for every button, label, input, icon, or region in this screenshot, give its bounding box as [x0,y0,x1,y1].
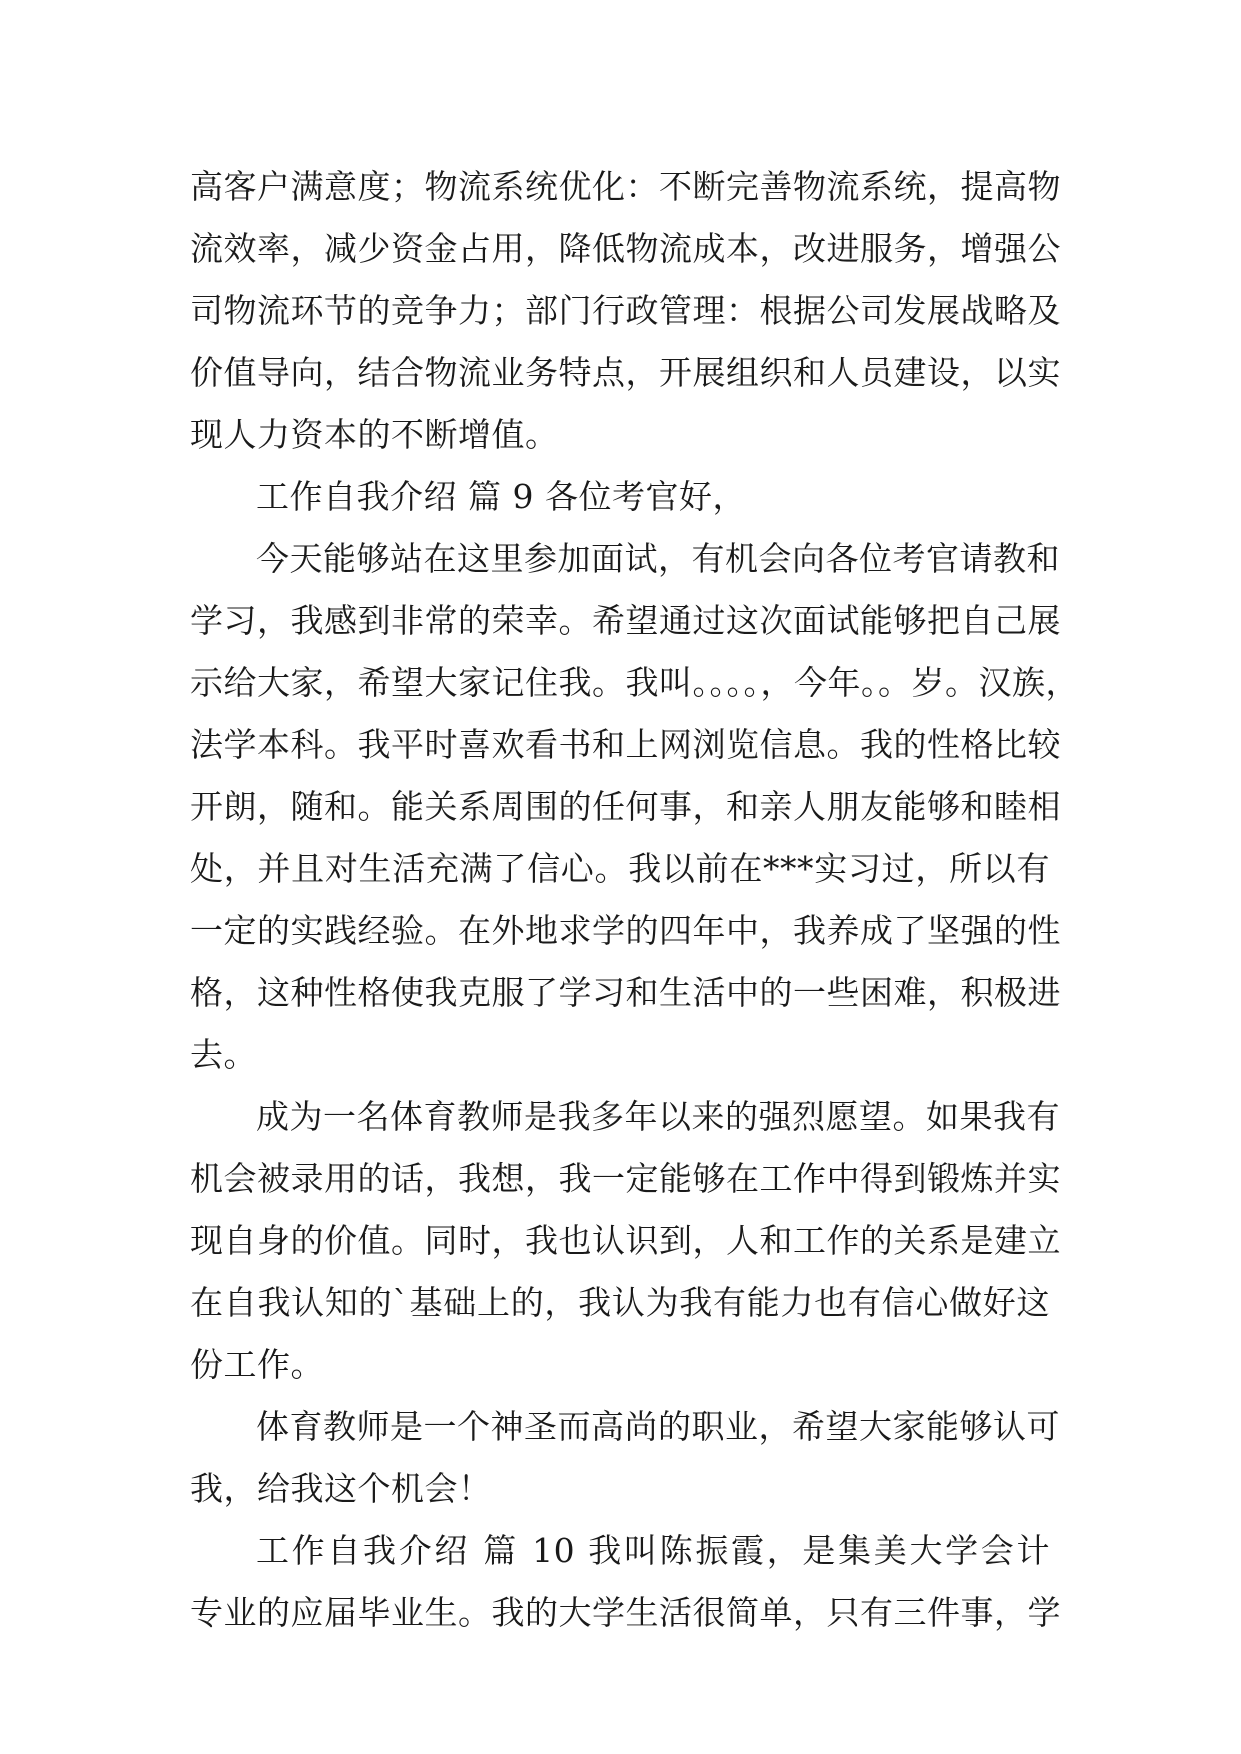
text-line: 学习，我感到非常的荣幸。希望通过这次面试能够把自己展 [190,601,1061,640]
text-line: 高客户满意度；物流系统优化：不断完善物流系统，提高物 [190,167,1061,206]
section-heading-9: 工作自我介绍 篇 9 各位考官好， [256,477,746,516]
text-line: 机会被录用的话，我想，我一定能够在工作中得到锻炼并实 [190,1159,1061,1198]
text-line: 一定的实践经验。在外地求学的四年中，我养成了坚强的性 [190,911,1061,950]
text-line: 去。 [190,1035,257,1074]
text-line: 体育教师是一个神圣而高尚的职业，希望大家能够认可 [256,1407,1060,1446]
text-line: 成为一名体育教师是我多年以来的强烈愿望。如果我有 [256,1097,1060,1136]
text-line: 处，并且对生活充满了信心。我以前在***实习过，所以有 [190,849,1050,888]
text-line: 今天能够站在这里参加面试，有机会向各位考官请教和 [256,539,1060,578]
text-line: 法学本科。我平时喜欢看书和上网浏览信息。我的性格比较 [190,725,1061,764]
text-line: 流效率，减少资金占用，降低物流成本，改进服务，增强公 [190,229,1061,268]
text-line: 价值导向，结合物流业务特点，开展组织和人员建设，以实 [190,353,1061,392]
document-body [190,156,1079,1644]
text-line: 专业的应届毕业生。我的大学生活很简单，只有三件事，学 [190,1593,1061,1632]
text-line: 现自身的价值。同时，我也认识到，人和工作的关系是建立 [190,1221,1061,1260]
text-line: 格，这种性格使我克服了学习和生活中的一些困难，积极进 [190,973,1061,1012]
text-line: 份工作。 [190,1345,324,1384]
text-line: 示给大家，希望大家记住我。我叫。。。。，今年。。岁。汉族， [190,663,1079,702]
text-line: 在自我认知的`基础上的，我认为我有能力也有信心做好这 [190,1283,1050,1322]
text-line: 司物流环节的竞争力；部门行政管理：根据公司发展战略及 [190,291,1061,330]
section-heading-10: 工作自我介绍 篇 10 我叫陈振霞，是集美大学会计 [256,1531,1050,1570]
text-line: 我，给我这个机会！ [190,1469,492,1508]
text-line: 开朗，随和。能关系周围的任何事，和亲人朋友能够和睦相 [190,787,1061,826]
text-line: 现人力资本的不断增值。 [190,415,559,454]
